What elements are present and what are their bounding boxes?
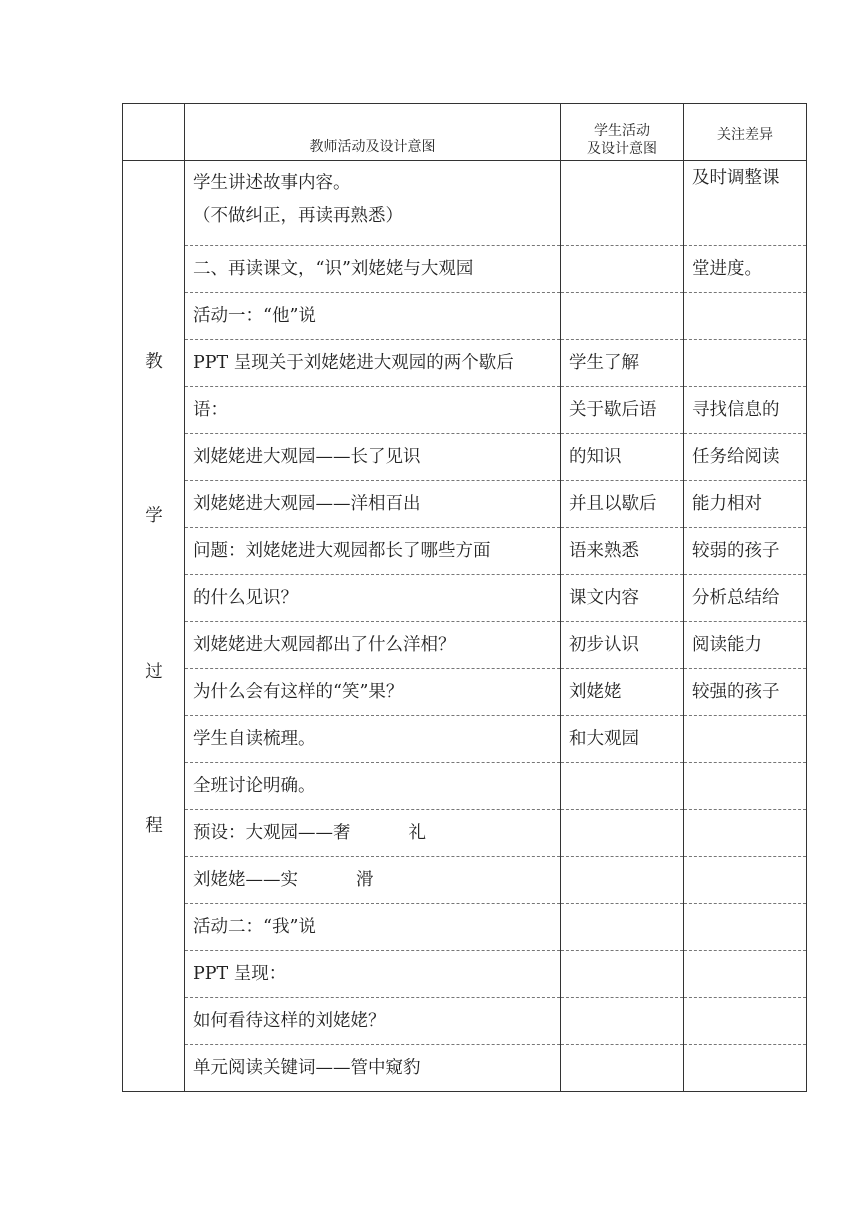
teacher-text: 滑 (356, 870, 374, 890)
teacher-text: 预设：大观园——奢 (193, 823, 351, 843)
teacher-cell: 为什么会有这样的“笑”果？ (185, 669, 561, 716)
table-row (123, 716, 807, 763)
table-row (123, 293, 807, 340)
focus-cell (684, 293, 807, 340)
teacher-cell: 学生自读梳理。 (185, 716, 561, 763)
table-row (123, 763, 807, 810)
teacher-cell: PPT 呈现： (185, 951, 561, 998)
stage-char-guo: 过 (145, 662, 163, 682)
focus-cell: 分析总结给 (684, 575, 807, 622)
student-cell (561, 857, 684, 904)
student-cell (561, 763, 684, 810)
student-cell (561, 161, 684, 246)
student-cell (561, 951, 684, 998)
student-cell: 语来熟悉 (561, 528, 684, 575)
focus-cell (684, 998, 807, 1045)
header-teacher-activity: 教师活动及设计意图 (185, 104, 561, 161)
table-row (123, 387, 807, 434)
table-row (123, 434, 807, 481)
focus-cell: 寻找信息的 (684, 387, 807, 434)
table-header-row (123, 104, 807, 161)
student-cell (561, 293, 684, 340)
header-focus-differences: 关注差异 (684, 104, 807, 161)
stage-char-xue: 学 (145, 506, 163, 526)
teacher-text: 刘姥姥——实 (193, 870, 298, 890)
table-row (123, 669, 807, 716)
table-row (123, 161, 807, 246)
focus-cell (684, 951, 807, 998)
teacher-cell: 语： (185, 387, 561, 434)
focus-cell (684, 340, 807, 387)
teacher-text: （不做纠正，再读再熟悉） (193, 206, 403, 226)
teacher-text: 学生讲述故事内容。 (193, 173, 351, 193)
student-cell (561, 998, 684, 1045)
focus-cell: 较弱的孩子 (684, 528, 807, 575)
teacher-text: 礼 (408, 823, 426, 843)
focus-cell (684, 904, 807, 951)
student-cell: 初步认识 (561, 622, 684, 669)
table-row (123, 246, 807, 293)
student-cell: 关于歇后语 (561, 387, 684, 434)
table-row (123, 575, 807, 622)
teacher-cell: 全班讨论明确。 (185, 763, 561, 810)
teacher-cell: 问题：刘姥姥进大观园都长了哪些方面 (185, 528, 561, 575)
table-row (123, 810, 807, 857)
teacher-cell: 刘姥姥进大观园都出了什么洋相？ (185, 622, 561, 669)
table-row (123, 904, 807, 951)
focus-cell: 任务给阅读 (684, 434, 807, 481)
teacher-cell: 二、再读课文，“识”刘姥姥与大观园 (185, 246, 561, 293)
table-row (123, 481, 807, 528)
table-row (123, 998, 807, 1045)
focus-cell: 较强的孩子 (684, 669, 807, 716)
focus-cell: 阅读能力 (684, 622, 807, 669)
table-row (123, 857, 807, 904)
focus-cell: 及时调整课 (684, 161, 807, 246)
table-row (123, 951, 807, 998)
student-cell: 学生了解 (561, 340, 684, 387)
focus-cell (684, 1045, 807, 1092)
table-row (123, 528, 807, 575)
teacher-cell: 活动二：“我”说 (185, 904, 561, 951)
table-row (123, 340, 807, 387)
student-cell (561, 1045, 684, 1092)
stage-char-jiao: 教 (145, 352, 163, 372)
focus-cell (684, 810, 807, 857)
focus-cell (684, 763, 807, 810)
teacher-cell (185, 857, 561, 904)
teacher-cell: 活动一：“他”说 (185, 293, 561, 340)
header-stage-cell (123, 104, 185, 161)
student-cell: 并且以歇后 (561, 481, 684, 528)
teacher-cell: 刘姥姥进大观园——洋相百出 (185, 481, 561, 528)
focus-cell (684, 857, 807, 904)
focus-cell: 堂进度。 (684, 246, 807, 293)
table-row (123, 1045, 807, 1092)
teacher-cell (185, 161, 561, 246)
student-cell: 课文内容 (561, 575, 684, 622)
table-row (123, 622, 807, 669)
student-cell: 的知识 (561, 434, 684, 481)
student-cell: 和大观园 (561, 716, 684, 763)
teacher-cell: 单元阅读关键词——管中窥豹 (185, 1045, 561, 1092)
teacher-cell: 刘姥姥进大观园——长了见识 (185, 434, 561, 481)
stage-char-cheng: 程 (145, 816, 163, 836)
student-cell (561, 810, 684, 857)
header-student-line1: 学生活动 (594, 123, 650, 139)
teacher-cell: 的什么见识？ (185, 575, 561, 622)
student-cell (561, 904, 684, 951)
focus-cell: 能力相对 (684, 481, 807, 528)
header-student-activity (561, 104, 684, 161)
student-cell (561, 246, 684, 293)
teacher-cell (185, 810, 561, 857)
teacher-cell: PPT 呈现关于刘姥姥进大观园的两个歇后 (185, 340, 561, 387)
lesson-plan-table (122, 103, 807, 1092)
student-cell: 刘姥姥 (561, 669, 684, 716)
stage-cell (123, 161, 185, 1092)
focus-cell (684, 716, 807, 763)
header-student-line2: 及设计意图 (587, 141, 657, 157)
teacher-cell: 如何看待这样的刘姥姥？ (185, 998, 561, 1045)
